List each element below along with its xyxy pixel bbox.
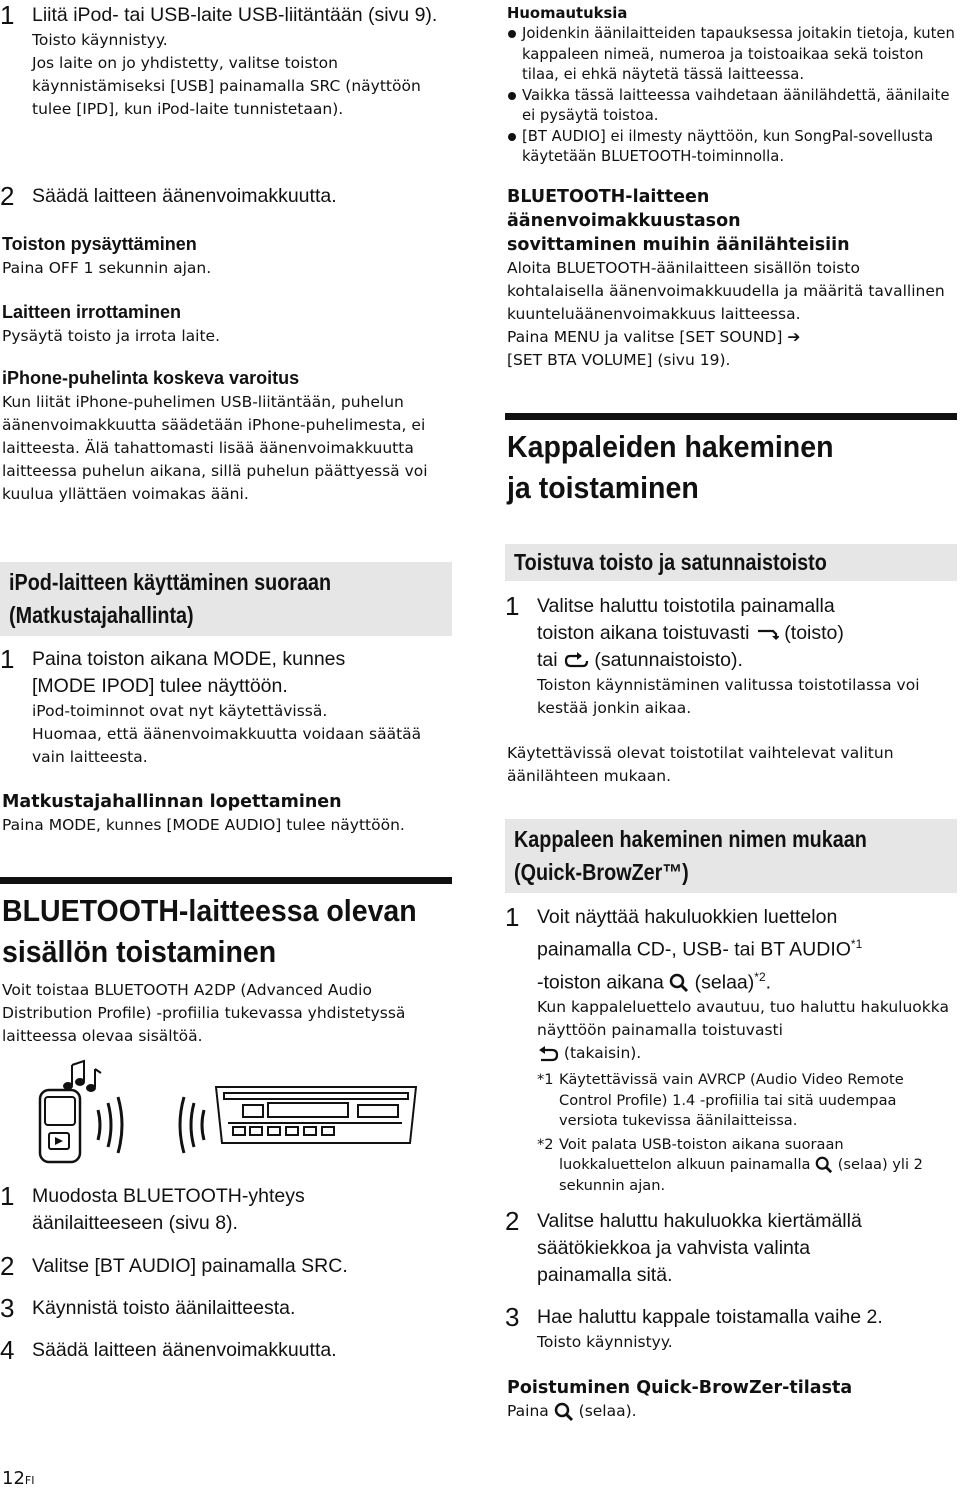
quick-browzer-bar [505, 819, 957, 893]
phone-icon [40, 1090, 80, 1162]
repeat-availability: Käytettävissä olevat toistotilat vaihtelevat valitun äänilähteen mukaan. [507, 744, 894, 785]
step-body: Toisto käynnistyy. Jos laite on jo yhdistetty, valitse toiston käynnistämiseksi [USB] painamalla SRC (näyttöön tulee [IPD], kun iPod-laite tunnistetaan). [32, 31, 421, 118]
page-language: FI [24, 1474, 35, 1487]
note-text: Vaikka tässä laitteessa vaihdetaan äänilähdettä, äänilaite ei pysäytä toistoa. [522, 86, 950, 124]
step-title: Liitä iPod- tai USB-laite USB-liitäntään (sivu 9). [32, 4, 438, 26]
section-rule [0, 877, 452, 884]
step-title-line3 [537, 647, 957, 674]
subheading: Toiston pysäyttäminen [2, 234, 197, 254]
step-number: 4 [0, 1335, 15, 1365]
notes-heading: Huomautuksia [507, 5, 628, 22]
footnote-text: Käytettävissä vain AVRCP (Audio Video Remote Control Profile) 1.4 -profiilia tai sitä uudempaa versiota tukevissa äänilaitteissa. [559, 1071, 904, 1129]
step-title-line2 [537, 931, 957, 964]
step-2-volume [0, 183, 455, 210]
bt-intro: Voit toistaa BLUETOOTH A2DP (Advanced Audio Distribution Profile) -profiilia tukevassa yhdistetyssä laitteessa olevaa sisältöä. [2, 981, 406, 1045]
text: (satunnaistoisto). [589, 649, 743, 671]
footnote-ref: *2 [754, 969, 766, 984]
text: (takaisin). [559, 1044, 642, 1062]
step-title-line1: Valitse haluttu toistotila painamalla [537, 595, 835, 617]
text: toiston aikana toistuvasti [537, 622, 755, 644]
footnotes [505, 1070, 957, 1196]
step-title-line3: painamalla sitä. [537, 1264, 673, 1286]
step-number: 1 [0, 644, 15, 674]
footnote-mark: *1 [537, 1071, 554, 1088]
text: -toiston aikana [537, 971, 670, 993]
step-title: Hae haluttu kappale toistamalla vaihe 2. [537, 1306, 883, 1328]
text: (selaa). [573, 1402, 637, 1420]
shuffle-icon [563, 652, 589, 670]
footnote-text: Voit palata USB-toiston aikana suoraan luokkaluettelon alkuun painamalla [559, 1135, 844, 1173]
bar-title-line1: Kappaleen hakeminen nimen mukaan [514, 826, 867, 852]
footnote-ref: *1 [850, 937, 863, 951]
text: tai [537, 649, 564, 671]
page-number-value: 12 [2, 1468, 25, 1489]
paragraph: Kun liität iPhone-puhelimen USB-liitäntään, puhelun äänenvoimakkuutta säädetään iPhone-puhelimesta, ei laitteesta. Älä tahattomasti lisää äänenvoimakkuutta laitteessa puhelun aikana, sillä puhelun päättyessä voi kuulua yllättäen voimakas ääni. [2, 392, 428, 503]
ipod-section-bar [0, 562, 452, 636]
step-1-usb [0, 2, 455, 121]
footnote-1 [505, 1070, 957, 1132]
step-number: 2 [0, 1251, 15, 1281]
bar-title-line2: (Quick-BrowZer™) [514, 859, 689, 885]
note-text: [BT AUDIO] ei ilmesty näyttöön, kun SongPal-sovellusta käytetään BLUETOOTH-toiminnolla. [522, 127, 934, 165]
notes [507, 4, 957, 168]
bar-title: Toistuva toisto ja satunnaistoisto [514, 549, 827, 575]
bt-step-2 [0, 1253, 455, 1280]
heading-line1: BLUETOOTH-laitteen [507, 187, 710, 207]
iphone-warning [2, 366, 452, 506]
remove-device [2, 300, 452, 348]
bt-step-4 [0, 1337, 455, 1364]
step-title: Säädä laitteen äänenvoimakkuutta. [32, 1339, 337, 1361]
subheading: Matkustajahallinnan lopettaminen [2, 792, 342, 812]
quick-step-2 [505, 1208, 957, 1289]
step-title: Valitse [BT AUDIO] painamalla SRC. [32, 1255, 348, 1277]
step-title-line2: säätökiekkoa ja vahvista valinta [537, 1237, 811, 1259]
search-icon [669, 973, 689, 993]
step-title-line2: äänilaitteeseen (sivu 8). [32, 1212, 238, 1234]
section-title-line2: (Matkustajahallinta) [9, 602, 194, 628]
step-body [537, 996, 957, 1065]
repeat-step-1 [505, 593, 957, 720]
step-number: 1 [0, 0, 15, 30]
passenger-control-end [2, 790, 457, 837]
step-body: iPod-toiminnot ovat nyt käytettävissä. Huomaa, että äänenvoimakkuutta voidaan säätää vain laitteesta. [32, 702, 422, 766]
step-title: Käynnistä toisto äänilaitteesta. [32, 1297, 296, 1319]
text: Paina [507, 1402, 554, 1420]
text: (selaa) [689, 971, 755, 993]
heading-line3: sovittaminen muihin äänilähteisiin [507, 235, 850, 255]
step-number: 1 [505, 591, 520, 621]
step-number: 3 [505, 1302, 520, 1332]
step-number: 1 [0, 1181, 15, 1211]
title-line2: sisällön toistaminen [2, 934, 277, 969]
paragraph: Aloita BLUETOOTH-äänilaitteen sisällön toisto kohtalaisella äänenvoimakkuudella ja määritä tavallinen kuunteluäänenvoimakkuus laitteessa. [507, 259, 945, 323]
bt-illustration [28, 1055, 428, 1170]
sound-wave-icon [98, 1097, 204, 1153]
paragraph: Paina OFF 1 sekunnin ajan. [2, 258, 212, 277]
page-number [2, 1468, 34, 1492]
bt-step-1 [0, 1183, 455, 1237]
text: Kun kappaleluettelo avautuu, tuo haluttu hakuluokka näyttöön painamalla toistuvasti [537, 998, 949, 1039]
title-line1: Kappaleiden hakeminen [507, 429, 834, 464]
step-number: 1 [505, 902, 520, 932]
search-icon [815, 1156, 833, 1174]
text: . [765, 971, 772, 993]
step-title-line2 [537, 620, 957, 647]
heading-line2: äänenvoimakkuustason [507, 211, 741, 231]
subheading: Laitteen irrottaminen [2, 302, 182, 322]
subheading: iPhone-puhelinta koskeva varoitus [2, 368, 300, 388]
back-icon [537, 1046, 559, 1062]
repeat-shuffle-bar [505, 544, 957, 581]
step-title: Säädä laitteen äänenvoimakkuutta. [32, 185, 337, 207]
music-note-icon [64, 1061, 101, 1091]
bt-volume-section [507, 185, 957, 372]
text: [SET BTA VOLUME] (sivu 19). [507, 351, 731, 369]
footnote-text: (selaa) yli 2 sekunnin ajan. [559, 1156, 923, 1194]
quick-step-1 [505, 904, 957, 1065]
step-title-line3 [537, 964, 957, 997]
note-item [507, 127, 957, 168]
text: (toisto) [778, 622, 844, 644]
note-item [507, 24, 957, 86]
step-body: Toisto käynnistyy. [537, 1333, 673, 1351]
note-text: Joidenkin äänilaitteiden tapauksessa joitakin tietoja, kuten kappaleen nimeä, numeroa ja toistoaikaa sekä toiston tilaa, ei ehkä näytetä tässä laitteessa. [522, 25, 955, 83]
search-section-title [507, 426, 959, 508]
step-number: 2 [505, 1206, 520, 1236]
paragraph: Paina MODE, kunnes [MODE AUDIO] tulee näyttöön. [2, 816, 405, 834]
text: painamalla CD-, USB- tai BT AUDIO [537, 938, 851, 961]
bt-section-title [2, 890, 457, 972]
car-stereo-icon [216, 1087, 416, 1143]
footnote-mark: *2 [537, 1135, 554, 1153]
note-item [507, 86, 957, 127]
paragraph [507, 1400, 957, 1423]
quick-step-3 [505, 1304, 957, 1354]
title-line2: ja toistaminen [507, 470, 699, 505]
bullet-icon [508, 92, 516, 100]
step-title-line1: Valitse haluttu hakuluokka kiertämällä [537, 1210, 862, 1232]
step-number: 2 [0, 181, 15, 211]
bullet-icon [508, 133, 516, 141]
step-title-line2: [MODE IPOD] tulee näyttöön. [32, 675, 288, 697]
step-title-line1: Voit näyttää hakuluokkien luettelon [537, 906, 838, 928]
subheading: Poistuminen Quick-BrowZer-tilasta [507, 1378, 853, 1398]
step-title-line1: Paina toiston aikana MODE, kunnes [32, 648, 346, 670]
paragraph-menu [507, 326, 957, 372]
step-number: 3 [0, 1293, 15, 1323]
arrow-icon: ➔ [787, 328, 801, 346]
text: Paina MENU ja valitse [SET SOUND] [507, 328, 788, 346]
stop-playback [2, 232, 452, 280]
paragraph: Pysäytä toisto ja irrota laite. [2, 326, 221, 345]
repeat-icon [755, 625, 779, 643]
exit-quick-browzer [507, 1376, 957, 1423]
footnote-2 [505, 1135, 957, 1197]
search-icon [554, 1402, 574, 1422]
ipod-step-1 [0, 646, 455, 769]
step-body: Toiston käynnistäminen valitussa toistotilassa voi kestää jonkin aikaa. [537, 676, 920, 717]
section-rule [505, 413, 957, 420]
bullet-icon [508, 30, 516, 38]
title-line1: BLUETOOTH-laitteessa olevan [2, 893, 417, 928]
bt-step-3 [0, 1295, 455, 1322]
step-title-line1: Muodosta BLUETOOTH-yhteys [32, 1185, 305, 1207]
section-title-line1: iPod-laitteen käyttäminen suoraan [9, 569, 332, 595]
